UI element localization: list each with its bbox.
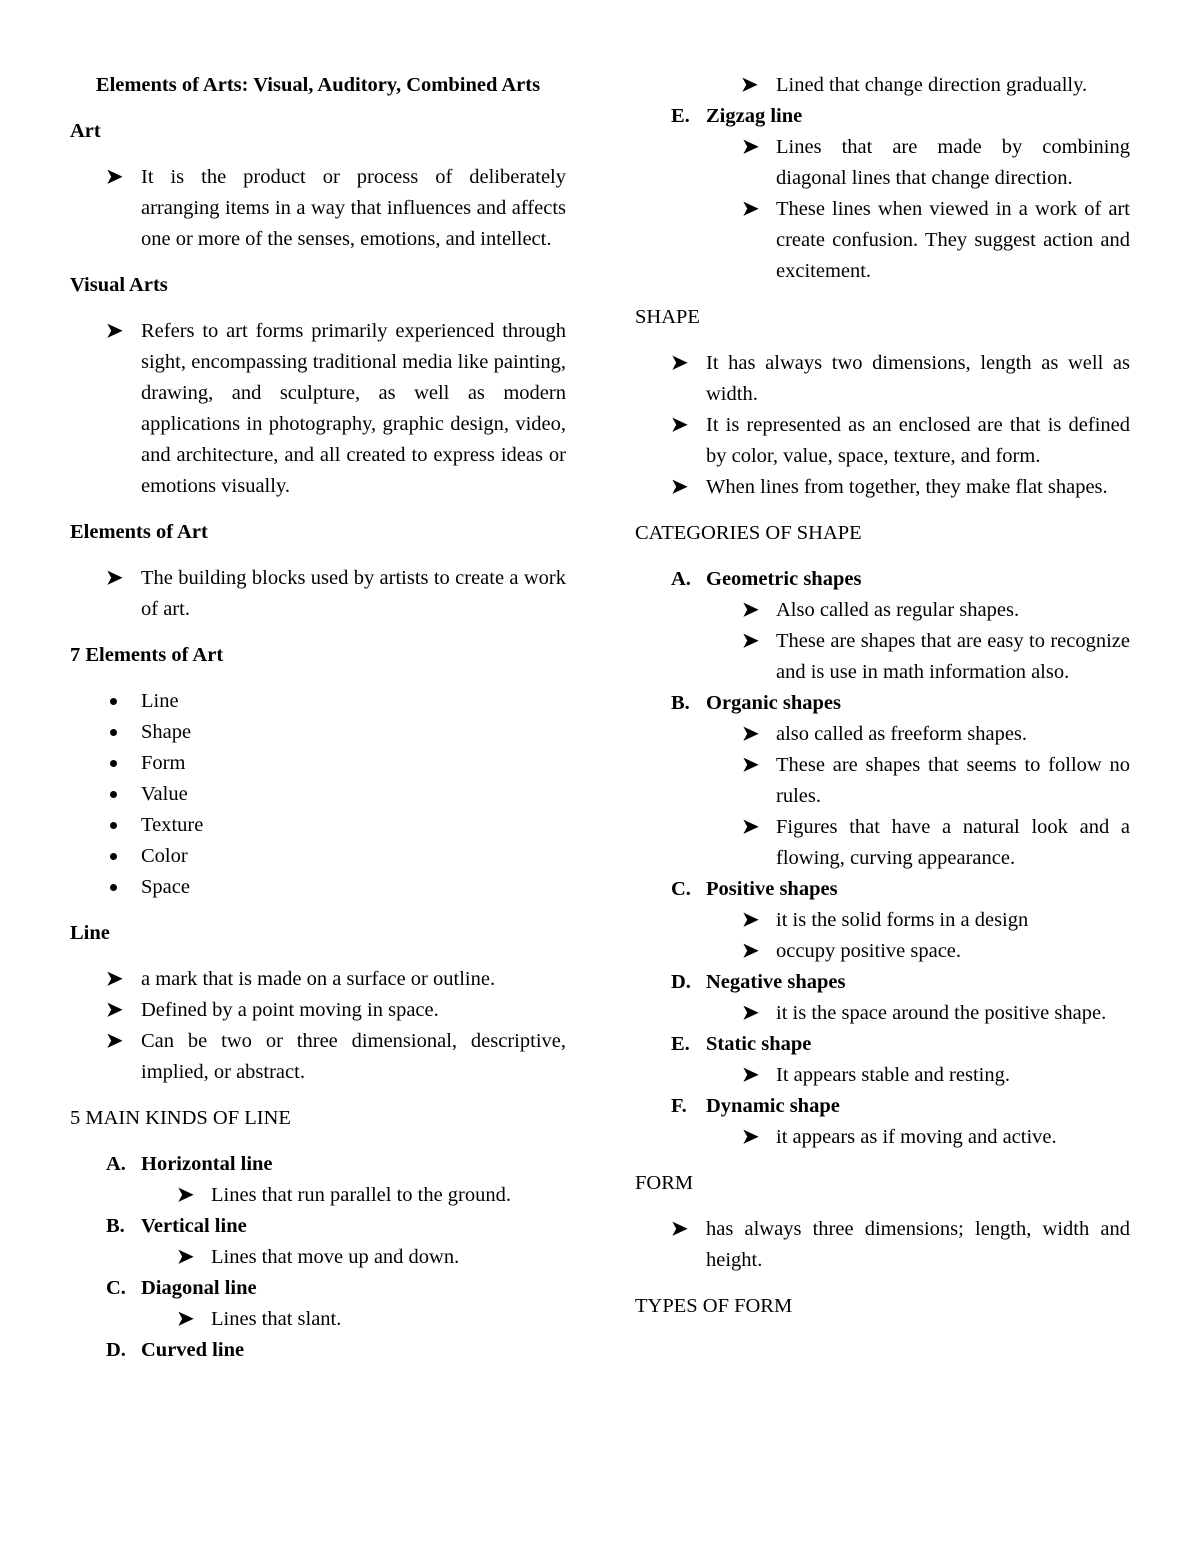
arrow-bullet-icon: ➤ [177,1184,194,1206]
arrow-bullet-icon: ➤ [742,816,759,838]
list-item: ➤ Lines that slant. [141,1304,566,1335]
arrow-bullet-icon: ➤ [106,999,123,1021]
heading-form: FORM [635,1172,694,1194]
elements-list [70,563,566,625]
arrow-bullet-icon: ➤ [671,352,688,374]
list-item: ➤ Can be two or three dimensional, descriptive, implied, or abstract. [70,1026,566,1088]
list-item: ➤ The building blocks used by artists to create a work of art. [70,563,566,625]
arrow-bullet-icon: ➤ [106,166,123,188]
seven-elements-list [70,686,566,903]
arrow-bullet-icon: ➤ [741,74,758,96]
arrow-bullet-icon: ➤ [742,754,759,776]
arrow-bullet-icon: ➤ [177,1308,194,1330]
line-list [70,964,566,1088]
list-item: ➤ it is the solid forms in a design [706,905,1130,936]
arrow-bullet-icon: ➤ [742,198,759,220]
sub-list [706,1060,1130,1091]
right-column [635,70,1130,1337]
arrow-bullet-icon: ➤ [671,1218,688,1240]
lettered-item: E. Static shape ➤ It appears stable and resting. [635,1029,1130,1091]
arrow-bullet-icon: ➤ [742,723,759,745]
list-item: ➤ It is represented as an enclosed are that is defined by color, value, space, texture, and form. [635,410,1130,472]
lettered-item: E. Zigzag line ➤ Lines that are made by combining diagonal lines that change direction. ➤ These lines when viewed in a work of art create confusion. They suggest action and excitement. [635,101,1130,287]
sub-list [706,905,1130,967]
list-item: ➤ Refers to art forms primarily experienced through sight, encompassing traditional media like painting, drawing, and sculpture, as well as modern applications in photography, graphic design, video, and architecture, and all created to express ideas or emotions visually. [70,316,566,502]
list-item: ➤ Defined by a point moving in space. [70,995,566,1026]
list-item: ➤ Lines that move up and down. [141,1242,566,1273]
lettered-item: B. Organic shapes ➤ also called as freeform shapes. ➤ These are shapes that seems to follow no rules. ➤ Figures that have a natural look and a flowing, curving appearance. [635,688,1130,874]
arrow-bullet-icon: ➤ [742,136,759,158]
heading-art: Art [70,120,101,142]
list-item: Color [141,845,188,867]
arrow-bullet-icon: ➤ [742,940,759,962]
lettered-item: C. Diagonal line ➤ Lines that slant. [70,1273,566,1335]
list-item: ➤ it appears as if moving and active. [706,1122,1130,1153]
heading-main-kinds-of-line: 5 MAIN KINDS OF LINE [70,1107,291,1129]
visual-arts-list [70,316,566,502]
sub-list [141,1242,566,1273]
kinds-of-line-list [70,1149,566,1366]
zigzag-list [635,101,1130,287]
list-item: Line [141,690,179,712]
arrow-bullet-icon: ➤ [742,630,759,652]
list-item: ➤ These lines when viewed in a work of art create confusion. They suggest action and excitement. [706,194,1130,287]
list-item: ➤ has always three dimensions; length, width and height. [635,1214,1130,1276]
categories-list [635,564,1130,1153]
arrow-bullet-icon: ➤ [742,1126,759,1148]
heading-categories-of-shape: CATEGORIES OF SHAPE [635,522,862,544]
document-title: Elements of Arts: Visual, Auditory, Combined Arts [95,74,541,96]
arrow-bullet-icon: ➤ [106,320,123,342]
list-item: ➤ These are shapes that seems to follow no rules. [706,750,1130,812]
lettered-item: A. Horizontal line ➤ Lines that run parallel to the ground. [70,1149,566,1211]
list-item: ➤ Lined that change direction gradually. [635,70,1130,101]
list-item: ➤ Also called as regular shapes. [706,595,1130,626]
left-column [70,70,566,1381]
list-item: ➤ These are shapes that are easy to recognize and is use in math information also. [706,626,1130,688]
heading-visual-arts: Visual Arts [70,274,168,296]
list-item: ➤ It has always two dimensions, length as well as width. [635,348,1130,410]
heading-shape: SHAPE [635,306,700,328]
sub-list [141,1180,566,1211]
arrow-bullet-icon: ➤ [742,1002,759,1024]
lettered-item: B. Vertical line ➤ Lines that move up and down. [70,1211,566,1273]
arrow-bullet-icon: ➤ [742,909,759,931]
arrow-bullet-icon: ➤ [671,476,688,498]
form-list [635,1214,1130,1276]
sub-list [706,595,1130,688]
list-item: ➤ Figures that have a natural look and a flowing, curving appearance. [706,812,1130,874]
shape-list [635,348,1130,503]
heading-line: Line [70,922,110,944]
sub-list [141,1304,566,1335]
list-item: ➤ When lines from together, they make flat shapes. [635,472,1130,503]
list-item: Space [141,876,190,898]
lettered-item: D. Negative shapes ➤ it is the space around the positive shape. [635,967,1130,1029]
art-list [70,162,566,255]
heading-seven-elements: 7 Elements of Art [70,644,224,666]
lettered-item: C. Positive shapes ➤ it is the solid forms in a design ➤ occupy positive space. [635,874,1130,967]
arrow-bullet-icon: ➤ [106,968,123,990]
list-item: Texture [141,814,204,836]
sub-list [706,1122,1130,1153]
sub-list [706,998,1130,1029]
arrow-bullet-icon: ➤ [106,1030,123,1052]
lettered-item: F. Dynamic shape ➤ it appears as if moving and active. [635,1091,1130,1153]
list-item: ➤ occupy positive space. [706,936,1130,967]
arrow-bullet-icon: ➤ [742,1064,759,1086]
list-item: Shape [141,721,192,743]
lettered-item: A. Geometric shapes ➤ Also called as regular shapes. ➤ These are shapes that are easy to recognize and is use in math information also. [635,564,1130,688]
list-item: ➤ a mark that is made on a surface or outline. [70,964,566,995]
list-item: ➤ It is the product or process of deliberately arranging items in a way that influences and affects one or more of the senses, emotions, and intellect. [70,162,566,255]
list-item: ➤ It appears stable and resting. [706,1060,1130,1091]
lettered-item: D. Curved line [106,1339,245,1361]
arrow-bullet-icon: ➤ [177,1246,194,1268]
list-item: Form [141,752,186,774]
sub-list [706,132,1130,287]
list-item: ➤ Lines that are made by combining diagonal lines that change direction. [706,132,1130,194]
list-item: ➤ Lines that run parallel to the ground. [141,1180,566,1211]
heading-elements-of-art: Elements of Art [70,521,208,543]
list-item: Value [141,783,188,805]
heading-types-of-form: TYPES OF FORM [635,1295,793,1317]
arrow-bullet-icon: ➤ [106,567,123,589]
curved-line-continued-list [635,70,1130,101]
sub-list [706,719,1130,874]
arrow-bullet-icon: ➤ [671,414,688,436]
arrow-bullet-icon: ➤ [742,599,759,621]
list-item: ➤ it is the space around the positive shape. [706,998,1130,1029]
list-item: ➤ also called as freeform shapes. [706,719,1130,750]
